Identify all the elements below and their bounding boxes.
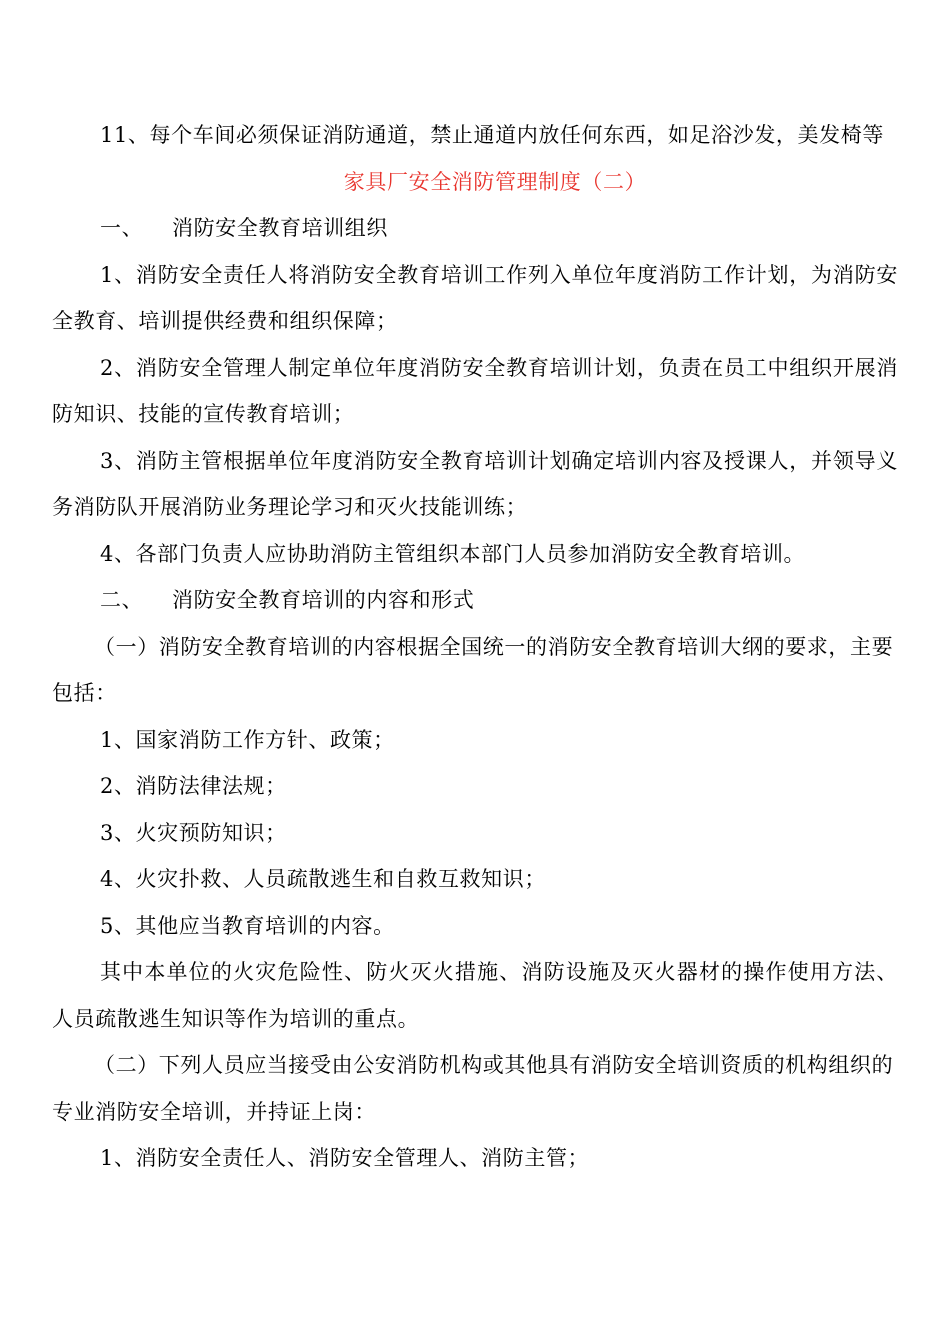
document-title: 家具厂安全消防管理制度（二）	[343, 169, 647, 194]
subsection1-item-5: 5、其他应当教育培训的内容。	[100, 913, 395, 938]
subsection1-note: 其中本单位的火灾危险性、防火灭火措施、消防设施及灭火器材的操作使用方法、人员疏散逃生知识等作为培训的重点。	[52, 960, 898, 1031]
section-title-1: 消防安全教育培训组织	[172, 216, 388, 240]
subsection1-item-1: 1、国家消防工作方针、政策；	[100, 727, 395, 752]
subsection-1-intro: （一）消防安全教育培训的内容根据全国统一的消防安全教育培训大纲的要求，主要包括：	[52, 634, 894, 705]
section-heading-2	[52, 577, 898, 624]
subsection2-item-1: 1、消防安全责任人、消防安全管理人、消防主管；	[100, 1146, 590, 1170]
document-page	[52, 112, 898, 1182]
section1-item-2: 2、消防安全管理人制定单位年度消防安全教育培训计划，负责在员工中组织开展消防知识、技能的宣传教育培训；	[52, 355, 898, 426]
subsection1-item-2: 2、消防法律法规；	[100, 774, 287, 798]
section-heading-1	[52, 205, 898, 252]
section1-item-4: 4、各部门负责人应协助消防主管组织本部门人员参加消防安全教育培训。	[100, 541, 806, 566]
subsection1-item-3: 3、火灾预防知识；	[100, 820, 287, 845]
section-number-2: 二、	[100, 588, 144, 612]
section1-item-1: 1、消防安全责任人将消防安全教育培训工作列入单位年度消防工作计划，为消防安全教育、培训提供经费和组织保障；	[52, 262, 898, 333]
subsection-2-intro: （二）下列人员应当接受由公安消防机构或其他具有消防安全培训资质的机构组织的专业消防安全培训，并持证上岗：	[52, 1053, 894, 1124]
subsection1-item-4: 4、火灾扑救、人员疏散逃生和自救互救知识；	[100, 867, 546, 891]
section-title-2: 消防安全教育培训的内容和形式	[172, 588, 475, 612]
paragraph-intro: 11、每个车间必须保证消防通道，禁止通道内放任何东西，如足浴沙发，美发椅等	[100, 123, 884, 147]
section-number-1: 一、	[100, 216, 144, 240]
section1-item-3: 3、消防主管根据单位年度消防安全教育培训计划确定培训内容及授课人，并领导义务消防队开展消防业务理论学习和灭火技能训练；	[52, 448, 898, 519]
